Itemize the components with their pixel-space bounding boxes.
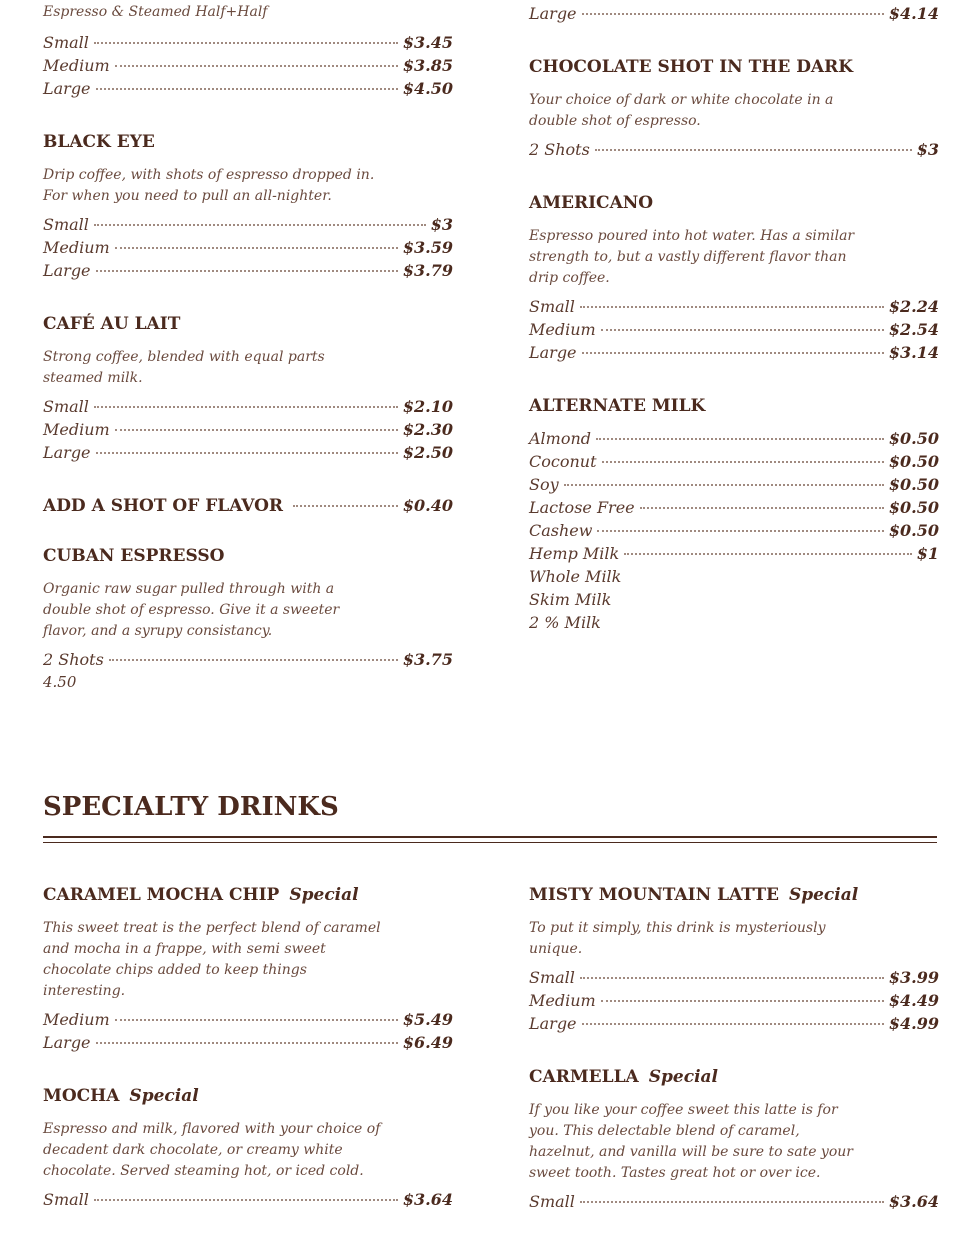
milk-price: $0.50: [888, 498, 939, 517]
item-name-text: MISTY MOUNTAIN LATTE: [529, 885, 779, 905]
item-description: Organic raw sugar pulled through with a double shot of espresso. Give it a sweeter flavor, and a syrupy consistancy.: [43, 581, 340, 639]
leader-dots: [601, 329, 884, 331]
size-label: Small: [529, 968, 575, 987]
size-label: Medium: [529, 991, 596, 1010]
size-label: Large: [43, 261, 91, 280]
size-price: $2.54: [888, 320, 939, 339]
size-row: [43, 443, 453, 466]
size-row: [43, 1033, 453, 1056]
leader-dots: [640, 507, 884, 509]
size-label: Small: [43, 397, 89, 416]
right-column: [529, 4, 939, 666]
item-name: CHOCOLATE SHOT IN THE DARK: [529, 57, 854, 77]
leader-dots: [601, 1000, 884, 1002]
leader-dots: [96, 452, 398, 454]
leader-dots: [115, 65, 398, 67]
item-description: Strong coffee, blended with equal parts steamed milk.: [43, 349, 325, 386]
section-title-specialty: SPECIALTY DRINKS: [43, 792, 339, 822]
item-description: Drip coffee, with shots of espresso dropped in. For when you need to pull an all-nighter.: [43, 167, 375, 204]
size-row: [43, 650, 453, 673]
size-row: [529, 320, 939, 343]
item-description: This sweet treat is the perfect blend of caramel and mocha in a frappe, with semi sweet chocolate chips added to keep things interesting.: [43, 920, 381, 999]
size-label: Large: [43, 1033, 91, 1052]
left-column: [43, 2, 453, 726]
milk-row: [529, 567, 939, 590]
size-label: Small: [43, 33, 89, 52]
menu-item-alternate-milk: [529, 396, 939, 636]
milk-row: [529, 452, 939, 475]
milk-row: [529, 475, 939, 498]
size-price: $2.50: [402, 443, 453, 462]
leader-dots: [115, 1019, 398, 1021]
menu-item-americano: [529, 193, 939, 366]
milk-row: [529, 544, 939, 567]
leader-dots: [595, 149, 912, 151]
milk-label: Lactose Free: [529, 498, 635, 517]
size-row: [43, 56, 453, 79]
menu-item-flavor-shot: [43, 496, 453, 516]
menu-item-top-left: [43, 2, 453, 102]
size-price: $3.64: [888, 1192, 939, 1211]
size-price: $5.49: [402, 1010, 453, 1029]
size-label: Small: [529, 1192, 575, 1211]
menu-item-carmella: [529, 1067, 939, 1215]
flavor-shot-row: [43, 496, 453, 516]
menu-item-misty-mountain: [529, 885, 939, 1037]
item-name-text: CARAMEL MOCHA CHIP: [43, 885, 280, 905]
menu-item-cuban-espresso: [43, 546, 453, 696]
size-row: [529, 343, 939, 366]
milk-row: [529, 429, 939, 452]
item-name: [43, 1086, 453, 1106]
size-price: $4.14: [888, 4, 939, 23]
leader-dots: [293, 505, 398, 507]
item-name: CAFÉ AU LAIT: [43, 314, 181, 334]
size-row: [43, 397, 453, 420]
size-label: Small: [43, 1190, 89, 1209]
menu-item-top-right: [529, 4, 939, 27]
size-label: Medium: [529, 320, 596, 339]
milk-row: [529, 498, 939, 521]
milk-price: $1: [916, 544, 939, 563]
size-price: $3.14: [888, 343, 939, 362]
milk-label: Coconut: [529, 452, 597, 471]
size-price: $3.64: [402, 1190, 453, 1209]
leader-dots: [580, 306, 884, 308]
item-name-text: CARMELLA: [529, 1067, 639, 1087]
leader-dots: [115, 429, 398, 431]
leader-dots: [115, 247, 398, 249]
leader-dots: [94, 42, 398, 44]
size-label: Medium: [43, 420, 110, 439]
milk-row: [529, 613, 939, 636]
milk-row: [529, 590, 939, 613]
leader-dots: [596, 438, 884, 440]
size-label: Small: [43, 215, 89, 234]
size-label: Large: [43, 443, 91, 462]
special-badge: Special: [129, 1086, 199, 1106]
size-price: $3.59: [402, 238, 453, 257]
size-price: $3.85: [402, 56, 453, 75]
item-description: To put it simply, this drink is mysteriously unique.: [529, 920, 826, 957]
milk-label: Hemp Milk: [529, 544, 620, 563]
leader-dots: [94, 1199, 398, 1201]
special-badge: Special: [788, 885, 859, 905]
leader-dots: [94, 224, 426, 226]
size-price: $2.10: [402, 397, 453, 416]
milk-label: Cashew: [529, 521, 593, 540]
size-label: Large: [43, 79, 91, 98]
size-row: [43, 1190, 453, 1213]
milk-row: [529, 521, 939, 544]
size-label: Medium: [43, 56, 110, 75]
item-description: Espresso & Steamed Half+Half: [43, 4, 268, 20]
leader-dots: [564, 484, 884, 486]
size-price: $4.49: [888, 991, 939, 1010]
leader-dots: [580, 977, 884, 979]
item-description: Espresso and milk, flavored with your choice of decadent dark chocolate, or creamy white chocolate. Served steaming hot, or iced cold.: [43, 1121, 381, 1179]
milk-price: $0.50: [888, 452, 939, 471]
leader-dots: [602, 461, 884, 463]
milk-label: Almond: [529, 429, 592, 448]
size-price: $3.45: [402, 33, 453, 52]
size-label: 2 Shots: [529, 140, 590, 159]
size-price: $3.79: [402, 261, 453, 280]
menu-item-cafe-au-lait: [43, 314, 453, 466]
size-price: $3.99: [888, 968, 939, 987]
item-name: ALTERNATE MILK: [529, 396, 706, 416]
specialty-right-column: [529, 885, 939, 1245]
section-divider: [43, 836, 937, 838]
leader-dots: [96, 88, 398, 90]
item-description: Espresso poured into hot water. Has a similar strength to, but a vastly different flavor than drip coffee.: [529, 228, 855, 286]
size-row: [43, 261, 453, 284]
menu-item-caramel-mocha-chip: [43, 885, 453, 1056]
milk-price: $0.50: [888, 475, 939, 494]
menu-item-chocolate-shot: [529, 57, 939, 163]
leader-dots: [582, 352, 884, 354]
milk-price: $0.50: [888, 521, 939, 540]
menu-item-mocha: [43, 1086, 453, 1213]
leader-dots: [582, 13, 884, 15]
size-price: $3.75: [402, 650, 453, 669]
milk-label: Soy: [529, 475, 559, 494]
size-price: $3: [916, 140, 939, 159]
item-description: If you like your coffee sweet this latte is for you. This delectable blend of caramel, hazelnut, and vanilla will be sure to sate your sweet tooth. Tastes great hot or over ice.: [529, 1102, 853, 1181]
size-price: $2.24: [888, 297, 939, 316]
menu-item-black-eye: [43, 132, 453, 284]
milk-price: $0.50: [888, 429, 939, 448]
size-row: [529, 968, 939, 991]
size-row: [43, 238, 453, 261]
size-row: [43, 33, 453, 56]
leader-dots: [624, 553, 912, 555]
size-row: [43, 79, 453, 102]
item-name: [529, 1067, 939, 1087]
size-label: Large: [529, 1014, 577, 1033]
milk-label: Whole Milk: [529, 567, 622, 586]
item-name: ADD A SHOT OF FLAVOR: [43, 496, 284, 516]
size-price: $3: [430, 215, 453, 234]
size-label: Large: [529, 343, 577, 362]
item-name: [43, 885, 453, 905]
size-row: [43, 1010, 453, 1033]
item-description: Your choice of dark or white chocolate in a double shot of espresso.: [529, 92, 834, 129]
size-row: [529, 991, 939, 1014]
size-row: [43, 215, 453, 238]
size-row: [529, 140, 939, 163]
milk-label: Skim Milk: [529, 590, 612, 609]
item-price: $0.40: [402, 496, 453, 515]
size-price: $6.49: [402, 1033, 453, 1052]
leader-dots: [94, 406, 398, 408]
special-badge: Special: [648, 1067, 718, 1087]
leader-dots: [96, 270, 398, 272]
size-label: Medium: [43, 238, 110, 257]
specialty-left-column: [43, 885, 453, 1243]
item-name: CUBAN ESPRESSO: [43, 546, 225, 566]
item-name: [529, 885, 939, 905]
leader-dots: [580, 1201, 884, 1203]
item-name: AMERICANO: [529, 193, 654, 213]
size-label: Small: [529, 297, 575, 316]
extra-price-note: 4.50: [43, 673, 77, 691]
size-price: $2.30: [402, 420, 453, 439]
size-label: 2 Shots: [43, 650, 104, 669]
size-row: [43, 420, 453, 443]
leader-dots: [109, 659, 398, 661]
size-row: [529, 1192, 939, 1215]
item-name-text: MOCHA: [43, 1086, 120, 1106]
leader-dots: [582, 1023, 884, 1025]
size-row: [529, 4, 939, 27]
leader-dots: [597, 530, 883, 532]
special-badge: Special: [289, 885, 359, 905]
size-price: $4.50: [402, 79, 453, 98]
section-divider: [43, 842, 937, 843]
item-name: BLACK EYE: [43, 132, 155, 152]
leader-dots: [96, 1042, 398, 1044]
size-row: [529, 1014, 939, 1037]
size-label: Large: [529, 4, 577, 23]
milk-label: 2 % Milk: [529, 613, 601, 632]
size-row: [529, 297, 939, 320]
size-price: $4.99: [888, 1014, 939, 1033]
size-label: Medium: [43, 1010, 110, 1029]
